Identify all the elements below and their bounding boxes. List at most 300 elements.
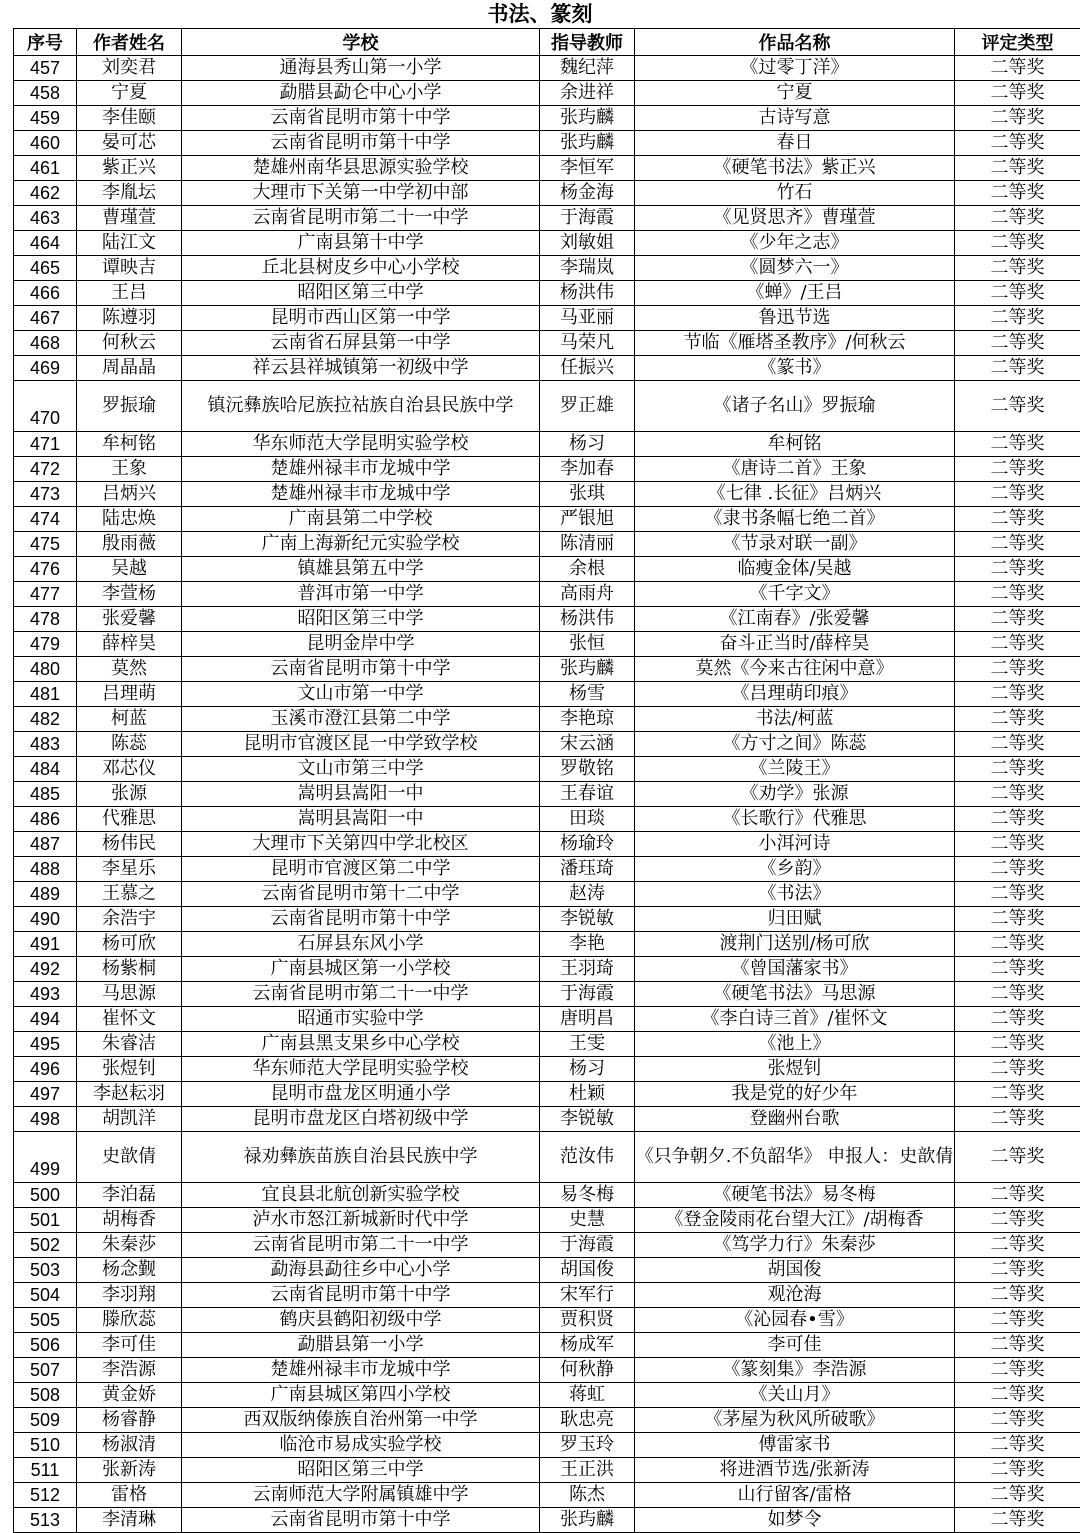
cell-work-title: 《诸子名山》罗振瑜 (635, 381, 955, 432)
cell-school: 大理市下关第四中学北校区 (182, 832, 540, 857)
cell-work-title: 《池上》 (635, 1032, 955, 1057)
cell-school: 西双版纳傣族自治州第一中学 (182, 1408, 540, 1433)
cell-author: 杨伟民 (77, 832, 182, 857)
cell-index: 479 (14, 632, 77, 657)
cell-index: 477 (14, 582, 77, 607)
cell-school: 楚雄州禄丰市龙城中学 (182, 1358, 540, 1383)
cell-author: 王吕 (77, 281, 182, 306)
cell-author: 杨紫桐 (77, 957, 182, 982)
table-row (14, 957, 1080, 982)
cell-work-title: 傅雷家书 (635, 1433, 955, 1458)
cell-school: 云南省石屏县第一中学 (182, 331, 540, 356)
cell-author: 张新涛 (77, 1458, 182, 1483)
cell-award-type: 二等奖 (955, 432, 1080, 457)
cell-author: 陈遵羽 (77, 306, 182, 331)
cell-teacher: 宋军行 (540, 1283, 635, 1308)
cell-index: 476 (14, 557, 77, 582)
cell-award-type: 二等奖 (955, 1107, 1080, 1132)
cell-author: 罗振瑜 (77, 381, 182, 432)
cell-index: 504 (14, 1283, 77, 1308)
table-row (14, 457, 1080, 482)
cell-school: 勐腊县勐仑中心小学 (182, 81, 540, 106)
cell-work-title: 《只争朝夕.不负韶华》 申报人：史歆倩 (635, 1132, 955, 1183)
cell-school: 昆明市官渡区第二中学 (182, 857, 540, 882)
cell-index: 486 (14, 807, 77, 832)
cell-author: 王象 (77, 457, 182, 482)
cell-work-title: 《李白诗三首》/崔怀文 (635, 1007, 955, 1032)
cell-award-type: 二等奖 (955, 1007, 1080, 1032)
cell-teacher: 易冬梅 (540, 1183, 635, 1208)
cell-index: 475 (14, 532, 77, 557)
table-row (14, 281, 1080, 306)
cell-award-type: 二等奖 (955, 807, 1080, 832)
cell-school: 昭阳区第三中学 (182, 1458, 540, 1483)
cell-work-title: 归田赋 (635, 907, 955, 932)
cell-teacher: 罗敬铭 (540, 757, 635, 782)
table-row (14, 707, 1080, 732)
cell-author: 朱秦莎 (77, 1233, 182, 1258)
cell-teacher: 王正洪 (540, 1458, 635, 1483)
cell-index: 503 (14, 1258, 77, 1283)
table-row (14, 356, 1080, 381)
cell-index: 478 (14, 607, 77, 632)
cell-work-title: 《硬笔书法》紫正兴 (635, 156, 955, 181)
cell-author: 何秋云 (77, 331, 182, 356)
cell-index: 505 (14, 1308, 77, 1333)
cell-award-type: 二等奖 (955, 356, 1080, 381)
cell-index: 480 (14, 657, 77, 682)
cell-school: 文山市第三中学 (182, 757, 540, 782)
table-row (14, 306, 1080, 331)
cell-award-type: 二等奖 (955, 1283, 1080, 1308)
cell-author: 谭映吉 (77, 256, 182, 281)
cell-teacher: 杨金海 (540, 181, 635, 206)
cell-index: 482 (14, 707, 77, 732)
cell-school: 云南省昆明市第十二中学 (182, 882, 540, 907)
table-row (14, 1057, 1080, 1082)
table-row (14, 1433, 1080, 1458)
cell-author: 余浩宇 (77, 907, 182, 932)
cell-school: 楚雄州禄丰市龙城中学 (182, 482, 540, 507)
cell-index: 470 (14, 381, 77, 432)
cell-index: 496 (14, 1057, 77, 1082)
cell-work-title: 《篆刻集》李浩源 (635, 1358, 955, 1383)
cell-teacher: 李恒军 (540, 156, 635, 181)
cell-index: 464 (14, 231, 77, 256)
table-row (14, 1283, 1080, 1308)
cell-index: 469 (14, 356, 77, 381)
cell-index: 493 (14, 982, 77, 1007)
cell-school: 广南县第二中学校 (182, 507, 540, 532)
cell-school: 昭阳区第三中学 (182, 281, 540, 306)
cell-author: 吴越 (77, 557, 182, 582)
table-row (14, 1007, 1080, 1032)
cell-author: 朱睿洁 (77, 1032, 182, 1057)
table-row (14, 657, 1080, 682)
cell-teacher: 张玙麟 (540, 1508, 635, 1533)
cell-teacher: 杨瑜玲 (540, 832, 635, 857)
cell-teacher: 王羽琦 (540, 957, 635, 982)
cell-work-title: 《曾国藩家书》 (635, 957, 955, 982)
table-row (14, 732, 1080, 757)
cell-author: 李佳颐 (77, 106, 182, 131)
table-row (14, 1308, 1080, 1333)
cell-work-title: 春日 (635, 131, 955, 156)
table-row (14, 156, 1080, 181)
cell-school: 文山市第一中学 (182, 682, 540, 707)
cell-work-title: 观沧海 (635, 1283, 955, 1308)
table-row (14, 907, 1080, 932)
table-row (14, 1333, 1080, 1358)
cell-work-title: 《过零丁洋》 (635, 56, 955, 81)
cell-teacher: 余根 (540, 557, 635, 582)
cell-teacher: 王春谊 (540, 782, 635, 807)
cell-index: 473 (14, 482, 77, 507)
cell-award-type: 二等奖 (955, 682, 1080, 707)
cell-work-title: 《见贤思齐》曹瑾萱 (635, 206, 955, 231)
table-row (14, 432, 1080, 457)
cell-work-title: 《方寸之间》陈蕊 (635, 732, 955, 757)
cell-award-type: 二等奖 (955, 1333, 1080, 1358)
cell-award-type: 二等奖 (955, 832, 1080, 857)
cell-work-title: 书法/柯蓝 (635, 707, 955, 732)
cell-school: 通海县秀山第一小学 (182, 56, 540, 81)
cell-teacher: 李锐敏 (540, 1107, 635, 1132)
table-body (14, 56, 1080, 1533)
cell-teacher: 耿忠亮 (540, 1408, 635, 1433)
cell-teacher: 杨洪伟 (540, 281, 635, 306)
cell-work-title: 临瘦金体/吴越 (635, 557, 955, 582)
table-row (14, 131, 1080, 156)
cell-award-type: 二等奖 (955, 1032, 1080, 1057)
cell-author: 吕炳兴 (77, 482, 182, 507)
cell-index: 508 (14, 1383, 77, 1408)
cell-school: 禄劝彝族苗族自治县民族中学 (182, 1132, 540, 1183)
cell-index: 485 (14, 782, 77, 807)
cell-teacher: 任振兴 (540, 356, 635, 381)
cell-work-title: 《隶书条幅七绝二首》 (635, 507, 955, 532)
table-row (14, 832, 1080, 857)
cell-author: 李萱杨 (77, 582, 182, 607)
cell-award-type: 二等奖 (955, 106, 1080, 131)
cell-school: 云南省昆明市第十中学 (182, 106, 540, 131)
cell-school: 云南省昆明市第十中学 (182, 657, 540, 682)
cell-index: 495 (14, 1032, 77, 1057)
cell-award-type: 二等奖 (955, 81, 1080, 106)
cell-author: 陈蕊 (77, 732, 182, 757)
table-row (14, 1483, 1080, 1508)
cell-school: 临沧市易成实验学校 (182, 1433, 540, 1458)
cell-index: 510 (14, 1433, 77, 1458)
cell-school: 昭通市实验中学 (182, 1007, 540, 1032)
cell-teacher: 张玙麟 (540, 131, 635, 156)
cell-award-type: 二等奖 (955, 657, 1080, 682)
cell-teacher: 魏纪萍 (540, 56, 635, 81)
cell-school: 镇雄县第五中学 (182, 557, 540, 582)
cell-author: 柯蓝 (77, 707, 182, 732)
table-row (14, 1208, 1080, 1233)
cell-author: 邓芯仪 (77, 757, 182, 782)
cell-index: 458 (14, 81, 77, 106)
cell-award-type: 二等奖 (955, 557, 1080, 582)
cell-author: 李星乐 (77, 857, 182, 882)
cell-author: 张爱馨 (77, 607, 182, 632)
cell-index: 502 (14, 1233, 77, 1258)
cell-award-type: 二等奖 (955, 231, 1080, 256)
table-row (14, 1032, 1080, 1057)
cell-school: 广南县城区第四小学校 (182, 1383, 540, 1408)
header-teacher: 指导教师 (540, 29, 635, 56)
awards-table (13, 28, 1080, 1533)
cell-award-type: 二等奖 (955, 457, 1080, 482)
cell-school: 泸水市怒江新城新时代中学 (182, 1208, 540, 1233)
cell-index: 471 (14, 432, 77, 457)
cell-author: 李可佳 (77, 1333, 182, 1358)
table-row (14, 1458, 1080, 1483)
cell-award-type: 二等奖 (955, 1358, 1080, 1383)
cell-work-title: 胡国俊 (635, 1258, 955, 1283)
cell-teacher: 高雨舟 (540, 582, 635, 607)
cell-author: 李泊磊 (77, 1183, 182, 1208)
cell-index: 461 (14, 156, 77, 181)
cell-school: 昆明市西山区第一中学 (182, 306, 540, 331)
cell-award-type: 二等奖 (955, 932, 1080, 957)
cell-award-type: 二等奖 (955, 782, 1080, 807)
table-row (14, 857, 1080, 882)
cell-award-type: 二等奖 (955, 1208, 1080, 1233)
cell-author: 陆江文 (77, 231, 182, 256)
cell-award-type: 二等奖 (955, 507, 1080, 532)
cell-author: 崔怀文 (77, 1007, 182, 1032)
cell-teacher: 马荣凡 (540, 331, 635, 356)
header-school: 学校 (182, 29, 540, 56)
cell-teacher: 陈清丽 (540, 532, 635, 557)
cell-teacher: 于海霞 (540, 206, 635, 231)
cell-index: 494 (14, 1007, 77, 1032)
table-row (14, 1408, 1080, 1433)
cell-school: 广南县第十中学 (182, 231, 540, 256)
cell-author: 杨可欣 (77, 932, 182, 957)
cell-school: 鹤庆县鹤阳初级中学 (182, 1308, 540, 1333)
header-index: 序号 (14, 29, 77, 56)
cell-award-type: 二等奖 (955, 206, 1080, 231)
table-row (14, 1508, 1080, 1533)
table-row (14, 582, 1080, 607)
cell-school: 云南省昆明市第二十一中学 (182, 1233, 540, 1258)
cell-award-type: 二等奖 (955, 1408, 1080, 1433)
table-row (14, 532, 1080, 557)
cell-school: 楚雄州禄丰市龙城中学 (182, 457, 540, 482)
cell-school: 云南省昆明市第二十一中学 (182, 982, 540, 1007)
table-row (14, 557, 1080, 582)
cell-work-title: 《茅屋为秋风所破歌》 (635, 1408, 955, 1433)
cell-author: 马思源 (77, 982, 182, 1007)
cell-author: 李赵耘羽 (77, 1082, 182, 1107)
cell-award-type: 二等奖 (955, 732, 1080, 757)
cell-teacher: 张恒 (540, 632, 635, 657)
cell-work-title: 《节录对联一副》 (635, 532, 955, 557)
cell-index: 460 (14, 131, 77, 156)
cell-work-title: 《蝉》/王吕 (635, 281, 955, 306)
table-row (14, 507, 1080, 532)
table-row (14, 1258, 1080, 1283)
table-row (14, 256, 1080, 281)
cell-work-title: 渡荆门送别/杨可欣 (635, 932, 955, 957)
cell-award-type: 二等奖 (955, 707, 1080, 732)
cell-work-title: 《篆书》 (635, 356, 955, 381)
table-row (14, 982, 1080, 1007)
table-row (14, 1383, 1080, 1408)
cell-school: 云南省昆明市第十中学 (182, 907, 540, 932)
cell-work-title: 节临《雁塔圣教序》/何秋云 (635, 331, 955, 356)
cell-author: 杨念觐 (77, 1258, 182, 1283)
cell-work-title: 牟柯铭 (635, 432, 955, 457)
cell-index: 492 (14, 957, 77, 982)
cell-school: 镇沅彝族哈尼族拉祜族自治县民族中学 (182, 381, 540, 432)
cell-author: 宁夏 (77, 81, 182, 106)
cell-work-title: 如梦令 (635, 1508, 955, 1533)
cell-index: 488 (14, 857, 77, 882)
cell-school: 云南师范大学附属镇雄中学 (182, 1483, 540, 1508)
cell-teacher: 宋云涵 (540, 732, 635, 757)
cell-award-type: 二等奖 (955, 56, 1080, 81)
table-row (14, 1132, 1080, 1183)
cell-school: 丘北县树皮乡中心小学校 (182, 256, 540, 281)
cell-work-title: 《沁园春•雪》 (635, 1308, 955, 1333)
cell-school: 广南上海新纪元实验学校 (182, 532, 540, 557)
cell-author: 黄金娇 (77, 1383, 182, 1408)
cell-index: 491 (14, 932, 77, 957)
cell-school: 嵩明县嵩阳一中 (182, 807, 540, 832)
cell-index: 498 (14, 1107, 77, 1132)
cell-work-title: 奋斗正当时/薛梓昊 (635, 632, 955, 657)
cell-teacher: 王雯 (540, 1032, 635, 1057)
table-row (14, 381, 1080, 432)
cell-award-type: 二等奖 (955, 281, 1080, 306)
cell-school: 普洱市第一中学 (182, 582, 540, 607)
cell-teacher: 何秋静 (540, 1358, 635, 1383)
cell-author: 吕理萌 (77, 682, 182, 707)
table-row (14, 331, 1080, 356)
cell-author: 殷雨薇 (77, 532, 182, 557)
cell-teacher: 李艳琼 (540, 707, 635, 732)
cell-work-title: 竹石 (635, 181, 955, 206)
table-row (14, 807, 1080, 832)
cell-award-type: 二等奖 (955, 1458, 1080, 1483)
cell-school: 昆明市盘龙区明通小学 (182, 1082, 540, 1107)
cell-teacher: 张琪 (540, 482, 635, 507)
cell-teacher: 刘敏姐 (540, 231, 635, 256)
cell-award-type: 二等奖 (955, 1258, 1080, 1283)
cell-teacher: 李锐敏 (540, 907, 635, 932)
cell-author: 李浩源 (77, 1358, 182, 1383)
cell-award-type: 二等奖 (955, 532, 1080, 557)
cell-work-title: 《硬笔书法》马思源 (635, 982, 955, 1007)
cell-award-type: 二等奖 (955, 632, 1080, 657)
cell-author: 曹瑾萱 (77, 206, 182, 231)
cell-author: 雷格 (77, 1483, 182, 1508)
cell-work-title: 我是党的好少年 (635, 1082, 955, 1107)
cell-school: 广南县城区第一小学校 (182, 957, 540, 982)
table-header-row (14, 29, 1080, 56)
table-row (14, 932, 1080, 957)
cell-author: 史歆倩 (77, 1132, 182, 1183)
cell-work-title: 《吕理萌印痕》 (635, 682, 955, 707)
cell-school: 广南县黑支果乡中心学校 (182, 1032, 540, 1057)
cell-school: 华东师范大学昆明实验学校 (182, 432, 540, 457)
cell-work-title: 《乡韵》 (635, 857, 955, 882)
cell-index: 511 (14, 1458, 77, 1483)
cell-school: 勐腊县第一小学 (182, 1333, 540, 1358)
cell-school: 楚雄州南华县思源实验学校 (182, 156, 540, 181)
cell-school: 昆明市盘龙区白塔初级中学 (182, 1107, 540, 1132)
cell-teacher: 罗正雄 (540, 381, 635, 432)
table-row (14, 231, 1080, 256)
cell-award-type: 二等奖 (955, 256, 1080, 281)
header-award-type: 评定类型 (955, 29, 1080, 56)
cell-award-type: 二等奖 (955, 156, 1080, 181)
cell-award-type: 二等奖 (955, 757, 1080, 782)
cell-school: 华东师范大学昆明实验学校 (182, 1057, 540, 1082)
cell-work-title: 《兰陵王》 (635, 757, 955, 782)
cell-work-title: 《唐诗二首》王象 (635, 457, 955, 482)
cell-award-type: 二等奖 (955, 857, 1080, 882)
cell-award-type: 二等奖 (955, 331, 1080, 356)
table-row (14, 106, 1080, 131)
cell-work-title: 莫然《今来古往闲中意》 (635, 657, 955, 682)
cell-index: 490 (14, 907, 77, 932)
cell-teacher: 赵涛 (540, 882, 635, 907)
cell-index: 466 (14, 281, 77, 306)
cell-award-type: 二等奖 (955, 957, 1080, 982)
cell-index: 507 (14, 1358, 77, 1383)
table-row (14, 1107, 1080, 1132)
table-row (14, 1082, 1080, 1107)
cell-index: 501 (14, 1208, 77, 1233)
cell-index: 484 (14, 757, 77, 782)
cell-award-type: 二等奖 (955, 381, 1080, 432)
cell-teacher: 李加春 (540, 457, 635, 482)
cell-school: 云南省昆明市第二十一中学 (182, 206, 540, 231)
cell-work-title: 张煜钊 (635, 1057, 955, 1082)
cell-index: 467 (14, 306, 77, 331)
cell-author: 胡梅香 (77, 1208, 182, 1233)
table-row (14, 882, 1080, 907)
cell-index: 512 (14, 1483, 77, 1508)
cell-teacher: 贾积贤 (540, 1308, 635, 1333)
cell-teacher: 罗玉玲 (540, 1433, 635, 1458)
cell-school: 勐海县勐往乡中心小学 (182, 1258, 540, 1283)
cell-school: 石屏县东风小学 (182, 932, 540, 957)
cell-author: 代雅思 (77, 807, 182, 832)
cell-school: 宜良县北航创新实验学校 (182, 1183, 540, 1208)
cell-school: 昭阳区第三中学 (182, 607, 540, 632)
cell-author: 李清琳 (77, 1508, 182, 1533)
table-row (14, 56, 1080, 81)
cell-work-title: 将进酒节选/张新涛 (635, 1458, 955, 1483)
cell-teacher: 张玙麟 (540, 106, 635, 131)
cell-work-title: 《长歌行》代雅思 (635, 807, 955, 832)
cell-index: 463 (14, 206, 77, 231)
cell-work-title: 《笃学力行》朱秦莎 (635, 1233, 955, 1258)
cell-author: 牟柯铭 (77, 432, 182, 457)
table-row (14, 682, 1080, 707)
cell-teacher: 李瑞岚 (540, 256, 635, 281)
table-row (14, 632, 1080, 657)
cell-award-type: 二等奖 (955, 1132, 1080, 1183)
cell-teacher: 唐明昌 (540, 1007, 635, 1032)
cell-teacher: 张玙麟 (540, 657, 635, 682)
